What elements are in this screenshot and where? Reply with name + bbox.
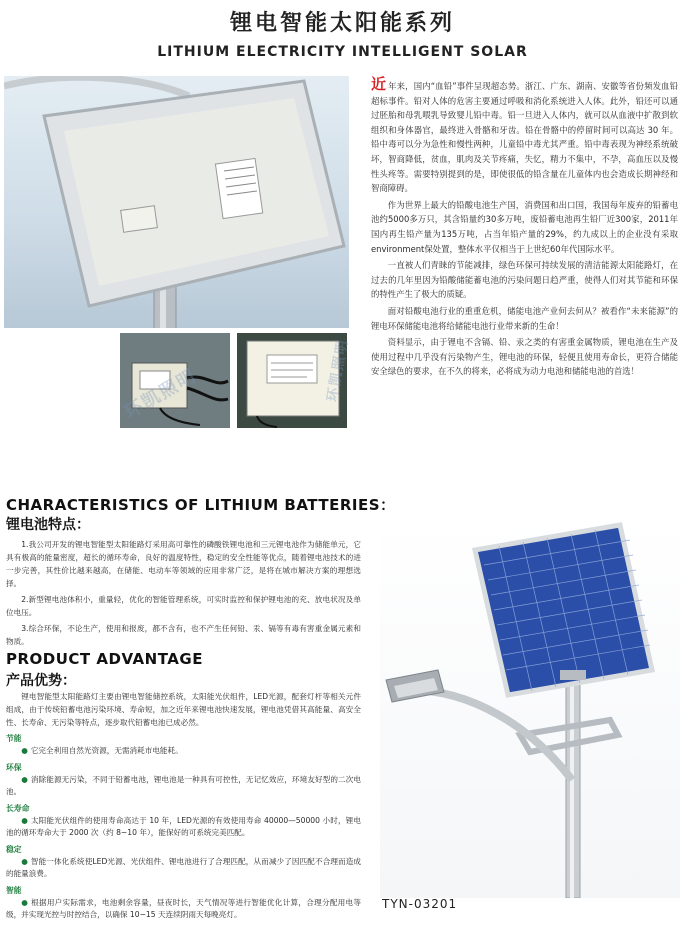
advantage-group-title: 智能 [6,885,22,895]
street-light-illustration [380,520,680,898]
advantage-group-title: 稳定 [6,844,22,854]
list-item: 3.综合环保，不论生产，使用和报废，都不含有，也不产生任何铅、汞、镉等有毒有害重金属元素和物质。 [6,624,361,646]
characteristics-heading-cn: 锂电池特点： [6,517,90,533]
advantage-heading-cn: 产品优势： [6,673,76,689]
page-title: 锂电智能太阳能系列 [229,11,455,36]
advantage-body [6,690,361,925]
article-text [371,77,678,381]
list-item: 1.我公司开发的锂电智能型太阳能路灯采用高可靠性的磷酸铁锂电池和三元锂电池作为储能单元，它具有极高的能量密度，超长的循环寿命，良好的温度特性，稳定的安全性能等优点，随着锂电池技术的进一步完善，其性价比越来越高，在储能、电动车等领域的应用非常广泛，是将在城市解决方案的理想选择。 [6,540,361,588]
watermark: 环凯照明 [324,337,352,404]
article-paragraph: 作为世界上最大的铅酸电池生产国，消费国和出口国，我国每年废弃的铅蓄电池约5000多万只，其含铅量约30多万吨，废铅蓄电池再生铅厂近300家，2011年国内再生铅产量为135万吨，占当年铅产量的29%，约九成以上的企业没有采取environment保处置，整体水平仅相当于上世纪60年代国际水平。 [371,199,678,254]
drop-cap: 近 [371,75,387,93]
advantage-group-text: ● 太阳能光伏组件的使用寿命高达于 10 年，LED光源的有效使用寿命 40000—50000 小时，锂电池的循环寿命大于 2000 次（约 8~10 年），能保好的可系统完美匹配。 [6,815,361,837]
advantage-group-text: ● 根据用户实际需求，电池剩余容量，昼夜时长，天气情况等进行智能优化计算，合理分配用电等级，并实现光控与时控结合，以确保 10~15 天连续阴雨天每晚亮灯。 [6,897,361,919]
article-paragraph: 一直被人们青睐的节能减排，绿色环保可持续发展的清洁能源太阳能路灯，在过去的几年里因为铅酸储能蓄电池的污染问题日趋严重，使得人们对其节能和环保的特性产生了极大的质疑。 [371,260,678,300]
advantage-group-title: 环保 [6,762,22,772]
solar-panel-photo [4,76,349,328]
advantage-heading-en: PRODUCT ADVANTAGE [6,650,203,668]
advantage-group-text: ● 消除能源无污染，不同于铅蓄电池，锂电池是一种具有可控性，无记忆效应，环境友好型的二次电池。 [6,774,361,796]
solar-panel-illustration [4,76,349,328]
list-item: 2.新型锂电池体积小，重量轻，优化的智能管理系统，可实时监控和保护锂电池的充、放电状况及单位电压。 [6,595,361,617]
article-paragraph: 近年来，国内“血铅”事件呈现超态势。浙江、广东、湖南、安徽等省份频发血铅超标事件。铅对人体的危害主要通过呼吸和消化系统进入人体。此外，铅还可以通过胚胎和母乳喂乳导致婴儿铅中毒。铅一旦进入人体内，就可以从血液中扩散到软组织和身体器官，最终进入骨骼和牙齿。铅在骨骼中的停留时间可以高达 30 年。铅中毒可以分为急性和慢性两种，儿童铅中毒尤其严重。铅中毒表现为神经系统破坏，智商降低，贫血，肌肉及关节疼痛，失忆，精力不集中，不孕，高血压以及慢性头疼等。需要特别提到的是，即使很低的铅含量在儿童体内也会造成长期神经和智商障碍。 [371,75,678,194]
advantage-group-text: ● 智能一体化系统使LED光源、光伏组件、锂电池进行了合理匹配，从而减少了因匹配不合理而造成的能量浪费。 [6,856,361,878]
advantage-intro: 锂电智能型太阳能路灯主要由锂电智能储控系统，太阳能光伏组件，LED光源，配套灯杆等相关元件组成，由于传统铅蓄电池污染环境、寿命短，加之近年来锂电池快速发展，锂电池凭借其高能量、高安全性、长寿命、无污染等特点，逐步取代铅蓄电池已成必然。 [6,692,361,727]
watermark: 环凯照明 [120,365,201,424]
article-paragraph: 面对铅酸电池行业的重重危机，储能电池产业何去何从？被看作“未来能源”的锂电环保储能电池将给储能电池行业带来新的生命！ [371,305,678,331]
advantage-group-title: 节能 [6,734,22,743]
characteristics-heading-en: CHARACTERISTICS OF LITHIUM BATTERIES： [6,496,396,514]
advantage-group-title: 长寿命 [6,803,30,813]
page-subtitle: LITHIUM ELECTRICITY INTELLIGENT SOLAR [157,44,528,60]
advantage-group-text: ● 它完全利用自然光资源，无需消耗市电能耗。 [21,746,183,755]
article-paragraph: 资料显示，由于锂电不含镉、铅、汞之类的有害重金属物质，锂电池在生产及使用过程中几乎没有污染物产生，锂电池的环保，轻便且使用寿命长，更符合储能安全绿色的要求，在不久的将来，必将成为动力电池和储能电池的首选！ [371,337,678,377]
street-light-photo [380,520,680,898]
model-code: TYN-03201 [382,897,458,911]
characteristics-list [6,538,361,651]
